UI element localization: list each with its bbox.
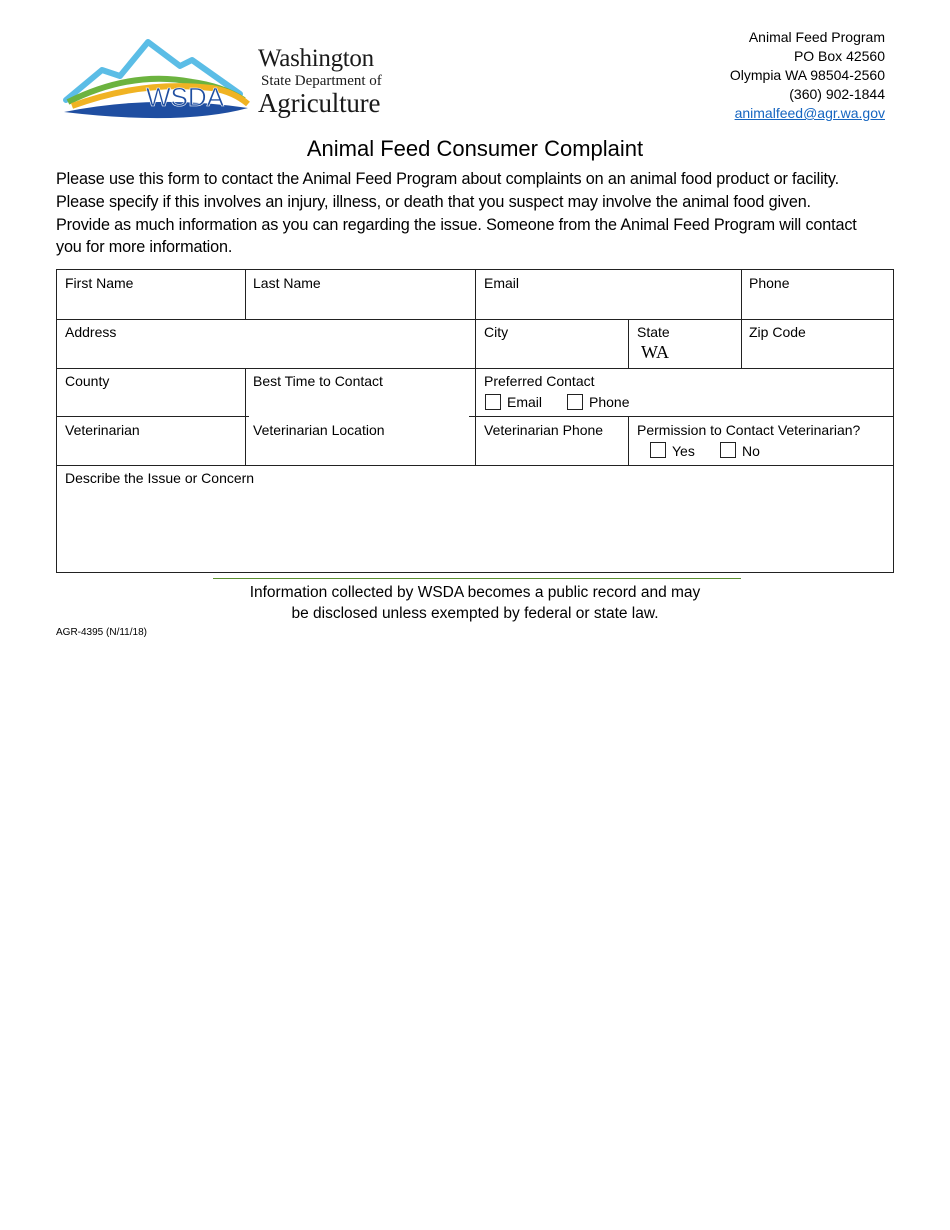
program-phone: (360) 902-1844 [789, 86, 885, 102]
county-field[interactable]: County [65, 373, 110, 389]
program-email-link[interactable]: animalfeed@agr.wa.gov [734, 105, 885, 121]
po-box: PO Box 42560 [793, 48, 885, 64]
logo-line-1: Washington [258, 45, 374, 72]
perm-yes-label: Yes [672, 443, 695, 459]
program-name: Animal Feed Program [748, 29, 885, 45]
perm-no-checkbox[interactable] [720, 442, 736, 458]
last-name-field[interactable]: Last Name [253, 275, 321, 291]
state-value[interactable]: WA [641, 342, 669, 362]
complaint-form [56, 269, 894, 573]
notice-line: Information collected by WSDA becomes a public record and may [249, 584, 701, 601]
state-field[interactable]: State [637, 324, 670, 340]
first-name-field[interactable]: First Name [65, 275, 134, 291]
wsda-logo [62, 36, 382, 122]
city-zip: Olympia WA 98504-2560 [729, 67, 885, 83]
preferred-contact-label: Preferred Contact [484, 373, 595, 389]
zip-code-field[interactable]: Zip Code [749, 324, 806, 340]
form-number: AGR-4395 (N/11/18) [56, 627, 147, 638]
page-title: Animal Feed Consumer Complaint [306, 136, 644, 161]
phone-field[interactable]: Phone [749, 275, 790, 291]
address-field[interactable]: Address [65, 324, 117, 340]
intro-text [56, 168, 901, 259]
intro-line: Please specify if this involves an injury, illness, or death that you suspect may involve the animal food given. [56, 192, 811, 211]
wsda-emblem-icon [62, 36, 252, 122]
perm-no-label: No [742, 443, 760, 459]
divider [213, 578, 741, 579]
intro-line: Please use this form to contact the Animal Feed Program about complaints on an animal food product or facility. [56, 170, 839, 188]
email-field[interactable]: Email [484, 275, 520, 291]
pref-phone-label: Phone [589, 394, 630, 410]
pref-phone-checkbox[interactable] [567, 394, 583, 410]
vet-phone-field[interactable]: Veterinarian Phone [484, 422, 604, 438]
vet-location-field[interactable]: Veterinarian Location [253, 422, 385, 438]
pref-email-checkbox[interactable] [485, 394, 501, 410]
vet-permission-label: Permission to Contact Veterinarian? [637, 422, 861, 438]
public-record-notice [0, 582, 950, 624]
wsda-emblem-text: WSDA [146, 82, 224, 112]
perm-yes-checkbox[interactable] [650, 442, 666, 458]
best-time-field[interactable]: Best Time to Contact [253, 373, 383, 389]
program-address [730, 28, 885, 123]
describe-issue-field[interactable]: Describe the Issue or Concern [65, 470, 255, 486]
logo-line-3: Agriculture [258, 88, 381, 118]
notice-line: be disclosed unless exempted by federal or state law. [291, 605, 659, 622]
veterinarian-field[interactable]: Veterinarian [65, 422, 140, 438]
intro-line: you for more information. [56, 238, 233, 257]
city-field[interactable]: City [484, 324, 509, 340]
logo-line-2: State Department of [261, 73, 382, 89]
intro-line: Provide as much information as you can regarding the issue. Someone from the Animal Feed Program will contact [56, 215, 857, 234]
pref-email-label: Email [507, 394, 543, 410]
